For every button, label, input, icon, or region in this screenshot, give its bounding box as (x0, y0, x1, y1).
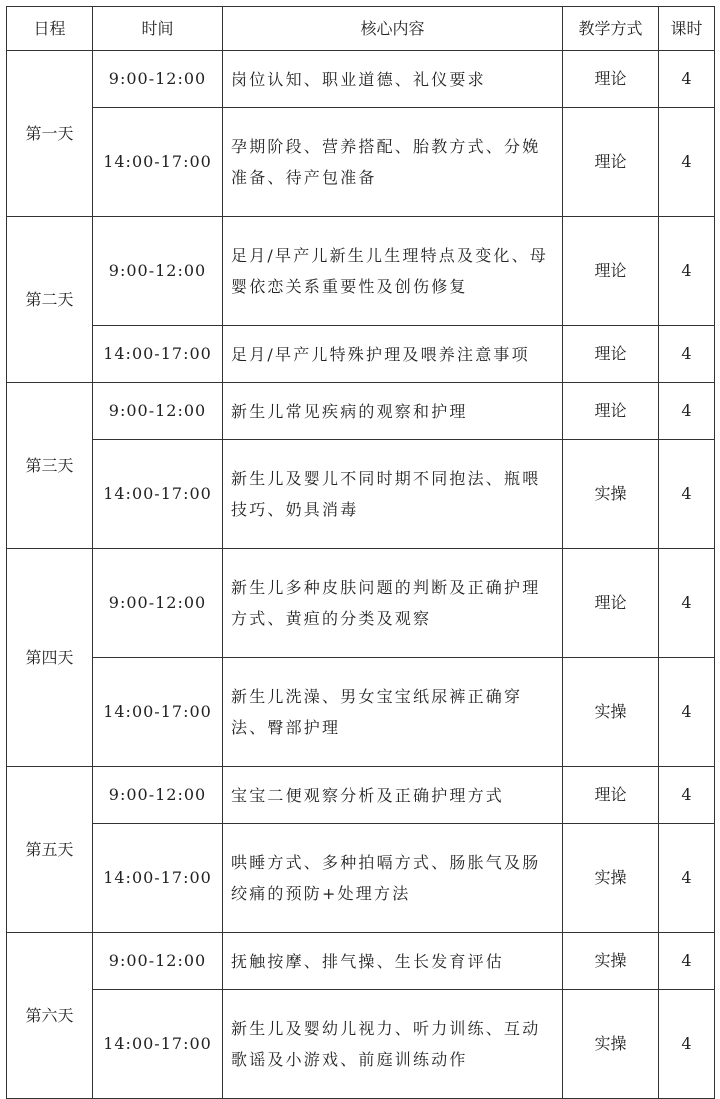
session-time: 9:00-12:00 (93, 549, 223, 658)
session-hours: 4 (659, 658, 715, 767)
session-method: 实操 (563, 824, 659, 933)
session-hours: 4 (659, 549, 715, 658)
session-method: 理论 (563, 383, 659, 440)
table-row (7, 440, 715, 549)
session-hours: 4 (659, 51, 715, 108)
session-hours: 4 (659, 933, 715, 990)
session-time: 9:00-12:00 (93, 767, 223, 824)
session-content: 新生儿及婴幼儿视力、听力训练、互动歌谣及小游戏、前庭训练动作 (223, 990, 563, 1099)
session-time: 14:00-17:00 (93, 658, 223, 767)
session-content: 足月/早产儿特殊护理及喂养注意事项 (223, 326, 563, 383)
table-row (7, 933, 715, 990)
session-hours: 4 (659, 990, 715, 1099)
session-method: 理论 (563, 326, 659, 383)
day-label: 第四天 (7, 549, 93, 767)
session-time: 14:00-17:00 (93, 824, 223, 933)
table-row (7, 51, 715, 108)
table-row (7, 383, 715, 440)
header-row (7, 7, 715, 51)
session-hours: 4 (659, 326, 715, 383)
session-method: 理论 (563, 549, 659, 658)
session-method: 实操 (563, 440, 659, 549)
session-method: 理论 (563, 767, 659, 824)
session-time: 14:00-17:00 (93, 990, 223, 1099)
session-method: 理论 (563, 51, 659, 108)
day-label: 第二天 (7, 217, 93, 383)
session-hours: 4 (659, 440, 715, 549)
session-hours: 4 (659, 824, 715, 933)
day-label: 第三天 (7, 383, 93, 549)
day-label: 第六天 (7, 933, 93, 1099)
session-content: 新生儿及婴儿不同时期不同抱法、瓶喂技巧、奶具消毒 (223, 440, 563, 549)
session-method: 实操 (563, 990, 659, 1099)
session-time: 9:00-12:00 (93, 933, 223, 990)
session-hours: 4 (659, 767, 715, 824)
session-content: 抚触按摩、排气操、生长发育评估 (223, 933, 563, 990)
header-content: 核心内容 (223, 7, 563, 51)
session-hours: 4 (659, 108, 715, 217)
session-hours: 4 (659, 383, 715, 440)
day-label: 第五天 (7, 767, 93, 933)
session-time: 9:00-12:00 (93, 383, 223, 440)
table-row (7, 767, 715, 824)
table-row (7, 108, 715, 217)
session-time: 9:00-12:00 (93, 217, 223, 326)
header-time: 时间 (93, 7, 223, 51)
session-time: 14:00-17:00 (93, 440, 223, 549)
session-method: 实操 (563, 933, 659, 990)
session-method: 理论 (563, 108, 659, 217)
session-content: 新生儿洗澡、男女宝宝纸尿裤正确穿法、臀部护理 (223, 658, 563, 767)
day-label: 第一天 (7, 51, 93, 217)
header-method: 教学方式 (563, 7, 659, 51)
session-content: 足月/早产儿新生儿生理特点及变化、母婴依恋关系重要性及创伤修复 (223, 217, 563, 326)
session-content: 新生儿常见疾病的观察和护理 (223, 383, 563, 440)
table-row (7, 824, 715, 933)
table-row (7, 990, 715, 1099)
session-method: 理论 (563, 217, 659, 326)
table-row (7, 658, 715, 767)
table-row (7, 217, 715, 326)
session-content: 孕期阶段、营养搭配、胎教方式、分娩准备、待产包准备 (223, 108, 563, 217)
schedule-table (6, 6, 715, 1099)
session-content: 岗位认知、职业道德、礼仪要求 (223, 51, 563, 108)
session-time: 14:00-17:00 (93, 326, 223, 383)
session-content: 哄睡方式、多种拍嗝方式、肠胀气及肠绞痛的预防+处理方法 (223, 824, 563, 933)
session-method: 实操 (563, 658, 659, 767)
header-day: 日程 (7, 7, 93, 51)
table-row (7, 326, 715, 383)
session-content: 新生儿多种皮肤问题的判断及正确护理方式、黄疸的分类及观察 (223, 549, 563, 658)
session-content: 宝宝二便观察分析及正确护理方式 (223, 767, 563, 824)
session-time: 14:00-17:00 (93, 108, 223, 217)
session-time: 9:00-12:00 (93, 51, 223, 108)
table-row (7, 549, 715, 658)
header-hours: 课时 (659, 7, 715, 51)
session-hours: 4 (659, 217, 715, 326)
